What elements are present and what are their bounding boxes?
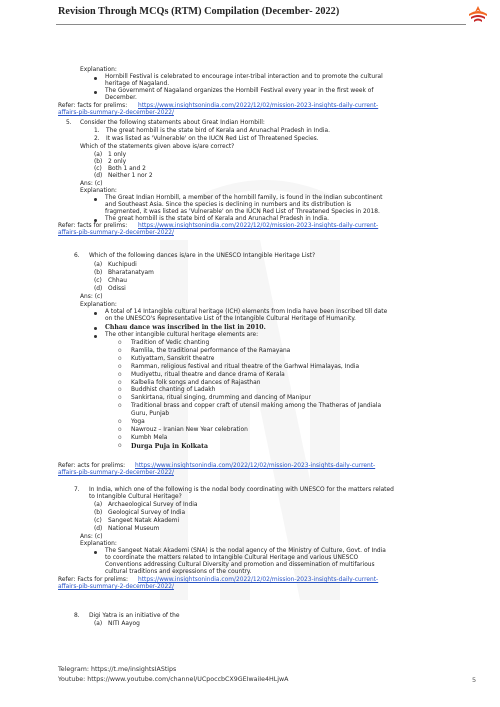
sub-bullet-icon: o [118,442,122,449]
sub-bullet-icon: o [118,340,122,346]
option-key: (c) [94,278,102,284]
question-number: 5. [66,120,72,126]
heritage-element-item: Ramlila, the traditional performance of the Ramayana [131,347,291,354]
option-text: Archaeological Survey of India [108,502,198,508]
answer: Ans: (c) [80,181,103,187]
statement-number: 2. [94,136,100,142]
question-which: Which of the statements given above is/are correct? [80,144,235,150]
explanation-line: The Great Indian Hornbill, a member of the hornbill family, is found in the Indian subcontinent [105,195,383,201]
explanation-label: Explanation: [80,302,117,308]
option-key: (b) [94,159,103,165]
explanation-line: fragmented, it was listed as 'Vulnerable' on the IUCN Red List of Threatened Species in 2018. [105,209,380,215]
statement-text: The great hornbill is the state bird of Kerala and Arunachal Pradesh in India. [106,128,330,134]
sub-bullet-icon: o [118,434,122,441]
bullet [94,77,97,80]
statement-number: 1. [94,128,100,134]
page-header-title: Revision Through MCQs (RTM) Compilation (December- 2022) [58,6,340,17]
refer-link[interactable]: https://www.insightsonindia.com/2022/12/02/mission-2023-insights-daily-current- [138,103,379,109]
heritage-element-item: Ramman, religious festival and ritual theatre of the Garhwal Himalayas, India [131,363,360,370]
option-key: (a) [94,502,103,508]
heritage-element-item: Kumbh Mela [131,434,168,441]
explanation-line: The Government of Nagaland organizes the Hornbill Festival every year in the first week of [105,88,374,94]
elements-intro: The other intangible cultural heritage elements are: [105,332,259,338]
option-text: NITI Aayog [108,621,140,627]
statement-text: It was listed as 'Vulnerable' on the IUCN Red List of Threatened Species. [106,136,319,142]
bullet [94,335,97,338]
refer-label: Refer: acts for prelims: [58,463,126,469]
question-stem-cont: to Intangible Cultural Heritage? [89,494,182,500]
answer: Ans: (c) [80,294,103,300]
option-key: (a) [94,262,103,268]
heritage-element-item: Traditional brass and copper craft of utensil making among the Thatheras of Jandiala [131,403,382,410]
explanation-line: Conventions addressing Cultural Diversity and promotion and dissemination of multifarious [105,562,375,568]
option-key: (a) [94,621,103,627]
option-text: 1 only [108,152,127,158]
heritage-element-item: Sankirtana, ritual singing, drumming and dancing of Manipur [131,395,311,402]
question-number: 6. [74,253,80,259]
explanation-line: The Sangeet Natak Akademi (SNA) is the nodal agency of the Ministry of Culture, Govt. of India [105,548,386,554]
option-text: National Museum [108,526,160,532]
explanation-label: Explanation: [80,67,117,73]
refer-link[interactable]: https://www.insightsonindia.com/2022/12/02/mission-2023-insights-daily-current- [135,463,376,469]
question-stem: Consider the following statements about Great Indian Hornbill: [80,120,265,126]
question-number: 7. [74,487,80,493]
header-divider [56,24,466,25]
explanation-line: to coordinate the matters related to Intangible Cultural Heritage and various UNESCO [105,555,359,561]
refer-label: Refer: facts for prelims: [58,223,128,229]
answer: Ans: (c) [80,534,103,540]
sub-bullet-icon: o [118,403,122,410]
option-text: Bharatanatyam [108,270,154,276]
option-text: Geological Survey of India [108,510,186,516]
option-key: (b) [94,510,103,516]
explanation-line: heritage of Nagaland. [105,81,170,87]
refer-link-cont[interactable]: affairs-pib-summary-2-december-2022/ [58,584,174,590]
sub-bullet-icon: o [118,387,122,394]
explanation-label: Explanation: [80,188,117,194]
heritage-element-item: Kutiyattam, Sanskrit theatre [131,355,215,362]
question-stem: In India, which one of the following is the nodal body coordinating with UNESCO for the matters related [89,487,394,493]
option-key: (d) [94,526,103,532]
option-key: (a) [94,152,103,158]
explanation-line: A total of 14 Intangible cultural heritage (ICH) elements from India have been inscribed till date [105,309,388,315]
refer-link[interactable]: https://www.insightsonindia.com/2022/12/02/mission-2023-insights-daily-current- [138,223,379,229]
heritage-element-item: Mudiyettu, ritual theatre and dance drama of Kerala [131,371,285,378]
option-key: (c) [94,518,102,524]
option-text: Neither 1 nor 2 [108,173,153,179]
refer-link-cont[interactable]: affairs-pib-summary-2-december-2022/ [58,230,174,236]
sub-bullet-icon: o [118,347,122,354]
sub-bullet-icon: o [118,363,122,370]
question-stem: Which of the following dances is/are in the UNESCO Intangible Heritage List? [89,253,316,259]
sub-bullet-icon: o [118,395,122,402]
heritage-element-item: Tradition of Vedic chanting [131,340,210,346]
refer-link-cont[interactable]: affairs-pib-summary-2-december-2022/ [58,470,174,476]
chhau-highlight: Chhau dance was inscribed in the list in 2010. [105,324,266,331]
refer-label: Refer: facts for prelims: [58,103,128,109]
question-number: 8. [74,613,80,619]
bullet [94,198,97,201]
footer-youtube[interactable]: Youtube: https://www.youtube.com/channel/UCpoccbCX9GEIwaiIe4HLjwA [58,676,289,683]
sub-bullet-icon: o [118,355,122,362]
explanation-line: on the UNESCO's Representative List of the Intangible Cultural Heritage of Humanity. [105,316,356,322]
heritage-element-item: Kalbelia folk songs and dances of Rajasthan [131,379,261,386]
bullet [94,91,97,94]
page-number: 5 [472,676,477,684]
insights-logo-icon [466,4,490,26]
bullet [94,551,97,554]
bullet [94,219,97,222]
question-stem: Digi Yatra is an initiative of the [89,613,180,619]
option-text: Kuchipudi [108,262,137,268]
heritage-element-item: Durga Puja in Kolkata [131,442,209,450]
option-text: Odissi [108,286,126,292]
explanation-label: Explanation: [80,541,117,547]
option-text: Sangeet Natak Akademi [108,518,180,524]
sub-bullet-icon: o [118,371,122,378]
option-key: (d) [94,173,103,179]
bullet [94,312,97,315]
explanation-line: cultural traditions and expressions of the country. [105,569,252,575]
bullet [94,327,97,330]
heritage-element-item: Nawrouz – Iranian New Year celebration [131,426,248,433]
explanation-line: and Southeast Asia. Since the species is declining in numbers and its distribution is [105,202,352,208]
option-key: (c) [94,166,102,172]
sub-bullet-icon: o [118,426,122,433]
option-text: Chhau [108,278,127,284]
explanation-line: The great hornbill is the state bird of Kerala and Arunachal Pradesh in India. [105,216,329,222]
option-key: (d) [94,286,103,292]
heritage-element-item: Yoga [131,419,145,425]
sub-bullet-icon: o [118,379,122,386]
option-text: Both 1 and 2 [108,166,146,172]
option-key: (b) [94,270,103,276]
option-text: 2 only [108,159,127,165]
refer-link-cont[interactable]: affairs-pib-summary-2-december-2022/ [58,110,174,116]
heritage-element-item: Buddhist chanting of Ladakh [131,387,216,394]
heritage-element-item: Guru, Punjab [131,411,170,418]
refer-link[interactable]: https://www.insightsonindia.com/2022/12/02/mission-2023-insights-daily-current- [138,577,379,583]
refer-label: Refer: Facts for prelims: [58,577,128,583]
explanation-line: December. [105,95,137,101]
explanation-line: Hornbill Festival is celebrated to encourage inter-tribal interaction and to promote the cultural [105,74,383,80]
sub-bullet-icon: o [118,419,122,425]
footer-telegram[interactable]: Telegram: https://t.me/insightsIAStips [58,666,177,673]
